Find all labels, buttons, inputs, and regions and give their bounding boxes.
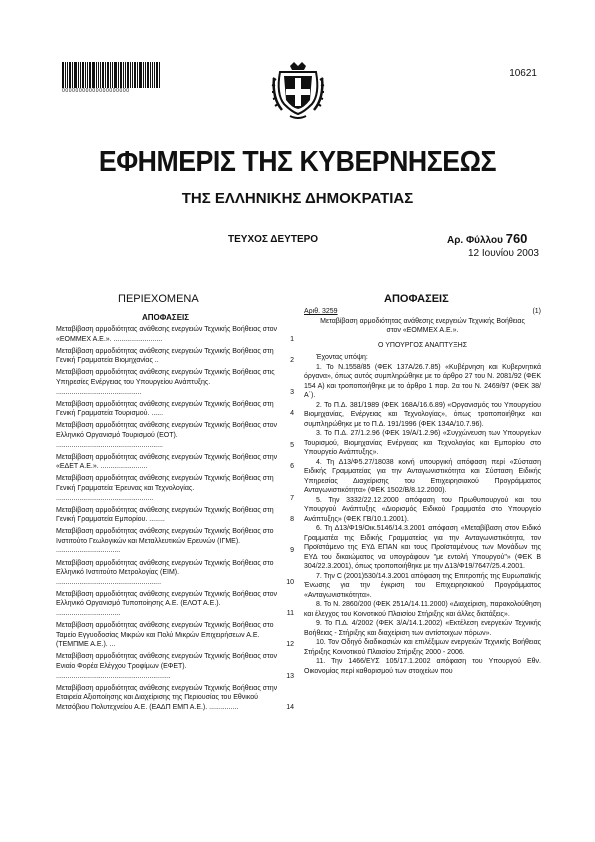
toc-item-text: Μεταβίβαση αρμοδιότητας ανάθεσης ενεργειών Τεχνικής Βοήθειας στις Υπηρεσίες Ενέργειας του Υπουργείου Ανάπτυξης. ............................................ (56, 369, 275, 396)
barcode-bar (152, 62, 153, 88)
barcode-bar (127, 62, 129, 88)
toc-item (56, 652, 294, 681)
toc-item (56, 325, 294, 344)
toc-item-text: Μεταβίβαση αρμοδιότητας ανάθεσης ενεργειών Τεχνικής Βοήθειας στη Γενική Γραμματεία Βιομηχανίας .. (56, 347, 274, 365)
toc-item-page: 4 (290, 410, 294, 418)
decisions-heading: ΑΠΟΦΑΣΕΙΣ (384, 293, 449, 305)
toc-item (56, 621, 294, 650)
decision-ref: Αριθ. 3259 (304, 308, 338, 315)
toc-item-page: 5 (290, 441, 294, 449)
decision-title: Μεταβίβαση αρμοδιότητας ανάθεσης ενεργειών Τεχνικής Βοήθειας στον «ΕΟΜΜΕΧ Α.Ε.». (320, 317, 525, 334)
toc-item-page: 12 (286, 641, 294, 649)
toc-item-text: Μεταβίβαση αρμοδιότητας ανάθεσης ενεργειών Τεχνικής Βοήθειας στο Ινστιτούτο Γεωλογικών και Μεταλλευτικών Ερευνών (ΙΓΜΕ). ................................. (56, 528, 274, 555)
toc-item (56, 527, 294, 556)
toc-item-page: 10 (286, 578, 294, 586)
coat-of-arms-emblem (270, 58, 326, 122)
decision-paragraph: 8. Το Ν. 2860/200 (ΦΕΚ 251Α/14.11.2000) «Διαχείριση, παρακολούθηση και έλεγχος του Κοινοτικού Πλαισίου Στήριξης και άλλες διατάξεις». (304, 601, 541, 618)
decision-paragraph: 3. Το Π.Δ. 27/1.2.96 (ΦΕΚ 19/Α/1.2.96) «Συγχώνευση των Υπουργείων Τουρισμού, Βιομηχανίας Ενέργειας και Τεχνολογίας και Εμπορίου στο Υπουργείο Ανάπτυξης». (304, 430, 541, 456)
barcode-number: 00000000000000000000 (62, 88, 130, 94)
issue-date: 12 Ιουνίου 2003 (468, 248, 539, 259)
toc-item-text: Μεταβίβαση αρμοδιότητας ανάθεσης ενεργειών Τεχνικής Βοήθειας στη Γενική Γραμματεία Εμπορίου. ........ (56, 506, 274, 524)
toc-item-page: 2 (290, 357, 294, 365)
issue-label: ΤΕΥΧΟΣ ΔΕΥΤΕΡΟ (228, 234, 319, 245)
toc-item (56, 684, 294, 713)
barcode-bar (134, 62, 136, 88)
barcode-bar (65, 62, 66, 88)
toc-item-page: 3 (290, 388, 294, 396)
barcode-bar (107, 62, 109, 88)
barcode-bar (87, 62, 88, 88)
sheet-number-value: 760 (505, 231, 528, 246)
barcode-bar (98, 62, 99, 88)
toc-item (56, 368, 294, 397)
table-of-contents (56, 325, 294, 715)
barcode-bar (132, 62, 133, 88)
minister-heading: Ο ΥΠΟΥΡΓΟΣ ΑΝΑΠΤΥΞΗΣ (377, 341, 468, 349)
decision-paragraph: 7. Την C (2001)530/14.3.2001 απόφαση της Επιτροπής της Ευρωπαϊκής Ένωσης για την έγκριση του Επιχειρησιακού Προγράμματος «Ανταγωνιστικότητα». (304, 572, 541, 599)
decision-paragraph: 4. Τη Δ13/Φ5.27/18038 κοινή υπουργική απόφαση περί «Σύσταση Ειδικής Γραμματείας για την Ανταγωνιστικότητα και Σύσταση Ειδικής Υπηρεσίας Διαχείρισης του Επιχειρησιακού Προγράμματος Ανταγωνιστικότητα» (ΦΕΚ 1502/Β/8.12.2000). (304, 458, 541, 494)
toc-item-text: Μεταβίβαση αρμοδιότητας ανάθεσης ενεργειών Τεχνικής Βοήθειας στο Ταμείο Εγγυοδοσίας Μικρών και Πολύ Μικρών Επιχειρήσεων Α.Ε. (ΤΕΜΠΜΕ Α.Ε.). ... (56, 622, 274, 649)
decision-body (304, 307, 541, 676)
toc-item-text: Μεταβίβαση αρμοδιότητας ανάθεσης ενεργειών Τεχνικής Βοήθειας στον Ελληνικό Οργανισμό Τουρισμού (ΕΟΤ). ....................................................... (56, 422, 278, 449)
decision-paragraph: 1. Το Ν.1558/85 (ΦΕΚ 137Α/26.7.85) «Κυβέρνηση και Κυβερνητικά όργανα», όπως αυτός συμπληρώθηκε με το άρθρο 27 του Ν. 2081/92 (ΦΕΚ 154 Α) και τροποποιήθηκε με το άρθρο 1 παρ. 2α του Ν. 2469/97 (ΦΕΚ 38/Α΄). (304, 363, 541, 399)
toc-item-page: 11 (286, 610, 294, 618)
barcode-bar (145, 62, 146, 88)
toc-item (56, 400, 294, 419)
barcode-bar (139, 62, 142, 88)
barcode-bar (96, 62, 97, 88)
toc-item-text: Μεταβίβαση αρμοδιότητας ανάθεσης ενεργειών Τεχνικής Βοήθειας στον «ΕΟΜΜΕΧ Α.Ε.». ......................... (56, 326, 278, 343)
toc-item (56, 453, 294, 472)
contents-subheading: ΑΠΟΦΑΣΕΙΣ (142, 313, 190, 322)
barcode-bar (120, 62, 122, 88)
barcode-bar (102, 62, 104, 88)
decision-intro: Έχοντας υπόψη: (316, 354, 368, 361)
contents-heading: ΠΕΡΙΕΧΟΜΕΝΑ (118, 293, 199, 305)
barcode-bar (74, 62, 77, 88)
toc-item-page: 9 (290, 547, 294, 555)
toc-item (56, 590, 294, 619)
decision-paragraph: 10. Τον Οδηγό διαδικασιών και επιλέξιμων ενεργειών Τεχνικής Βοήθειας Στήριξης Κοινοτικού Πλαισίου Στήριξης 2000 - 2006. (304, 639, 541, 656)
barcode-bar (62, 62, 64, 88)
barcode-bar (72, 62, 73, 88)
barcode-bar (69, 62, 71, 88)
barcode-bar (143, 62, 144, 88)
toc-item-text: Μεταβίβαση αρμοδιότητας ανάθεσης ενεργειών Τεχνικής Βοήθειας στην «ΕΔΕΤ Α.Ε.». ........................ (56, 453, 278, 471)
barcode-bar (67, 62, 68, 88)
toc-item (56, 474, 294, 503)
decision-paragraph: 6. Τη Δ13/Φ19/Οικ.5146/14.3.2001 απόφαση «Μεταβίβαση στον Ειδικό Γραμματέα της Ειδικής Γραμματείας για την Ανταγωνιστικότητα, τον Προϊστάμενο της ΕΥΔ ΕΠΑΝ και τους Προϊσταμένους των Μονάδων της ΕΥΔ του δικαιώματος να υπογράφουν "με εντολή Υπουργού"» (ΦΕΚ Β 304/22.3.2001), όπως τροποποιήθηκε με την Δ13/Φ19/7647/25.4.2001. (304, 525, 541, 570)
decision-paragraph: 9. Το Π.Δ. 4/2002 (ΦΕΚ 3/Α/14.1.2002) «Εκτέλεση ενεργειών Τεχνικής Βοήθειας - Στήριξης και διαχείριση των αντίστοιχων πόρων». (304, 620, 541, 637)
barcode-bar (154, 62, 155, 88)
toc-item (56, 506, 294, 525)
barcode-bar (147, 62, 149, 88)
toc-item-text: Μεταβίβαση αρμοδιότητας ανάθεσης ενεργειών Τεχνικής Βοήθειας στη Γενική Γραμματεία Έρευνας και Τεχνολογίας. .................................................. (56, 475, 274, 502)
toc-item-text: Μεταβίβαση αρμοδιότητας ανάθεσης ενεργειών Τεχνικής Βοήθειας στο Ελληνικό Ινστιτούτο Μετρολογίας (ΕΙΜ). ...................................................... (56, 559, 274, 586)
decision-ref-num: (1) (532, 308, 541, 315)
toc-item-page: 7 (290, 494, 294, 502)
barcode-bar (110, 62, 111, 88)
barcode-bar (78, 62, 79, 88)
barcode-bar (82, 62, 84, 88)
sheet-label: Αρ. Φύλλου (447, 235, 503, 246)
barcode-bar (92, 62, 95, 88)
toc-item (56, 347, 294, 366)
barcode-bar (123, 62, 124, 88)
decision-paragraphs (304, 363, 541, 677)
barcode-bar (130, 62, 131, 88)
gazette-subtitle: ΤΗΣ ΕΛΛΗΝΙΚΗΣ ΔΗΜΟΚΡΑΤΙΑΣ (181, 190, 414, 207)
barcode-bar (137, 62, 138, 88)
decision-ref-line (304, 307, 541, 317)
toc-item-page: 1 (290, 335, 294, 343)
toc-item-page: 6 (290, 463, 294, 471)
barcode-bar (85, 62, 86, 88)
toc-item-text: Μεταβίβαση αρμοδιότητας ανάθεσης ενεργειών Τεχνικής Βοήθειας στην Εταιρεία Αξιοποίησης και Διαχείρισης της Περιουσίας του Εθνικού Μετσόβιου Πολυτεχνείου Α.Ε. (ΕΑΔΠ ΕΜΠ Α.Ε.). ............... (56, 684, 278, 711)
toc-item-page: 8 (290, 516, 294, 524)
barcode-bar (156, 62, 158, 88)
barcode-bar (100, 62, 101, 88)
barcode-bar (105, 62, 106, 88)
barcode-bar (112, 62, 113, 88)
barcode-bar (80, 62, 81, 88)
sheet-number (447, 231, 527, 246)
toc-item-text: Μεταβίβαση αρμοδιότητας ανάθεσης ενεργειών Τεχνικής Βοήθειας στον Ενιαίο Φορέα Ελέγχου Τροφίμων (ΕΦΕΤ). ........................................................... (56, 653, 278, 680)
barcode-bar (118, 62, 119, 88)
toc-item-page: 13 (286, 672, 294, 680)
page-number: 10621 (509, 68, 537, 79)
barcode-bar (89, 62, 91, 88)
toc-item-page: 14 (286, 703, 294, 711)
barcode-bar (114, 62, 117, 88)
toc-item (56, 421, 294, 450)
toc-item-text: Μεταβίβαση αρμοδιότητας ανάθεσης ενεργειών Τεχνικής Βοήθειας στον Ελληνικό Οργανισμό Τυποποίησης Α.Ε. (ΕΛΟΤ Α.Ε.). ................................. (56, 590, 278, 618)
decision-paragraph: 5. Την 3332/22.12.2000 απόφαση του Πρωθυπουργού και του Υπουργού Ανάπτυξης «Διορισμός Ειδικού Γραμματέα στο Υπουργείο Ανάπτυξης» (ΦΕΚ ΓΒ/10.1.2001). (304, 496, 541, 523)
barcode-bar (159, 62, 160, 88)
decision-paragraph: 2. Το Π.Δ. 381/1989 (ΦΕΚ 168Α/16.6.89) «Οργανισμός του Υπουργείου Βιομηχανίας, Ενέργειας και Τεχνολογίας», όπως τροποποιήθηκε και συμπληρώθηκε με το Π.Δ. 191/1996 (ΦΕΚ 134Α/10.7.96). (304, 401, 541, 428)
gazette-title: ΕΦΗΜΕΡΙΣ ΤΗΣ ΚΥΒΕΡΝΗΣΕΩΣ (98, 146, 497, 178)
decision-paragraph: 11. Την 1466/ΕΥΣ 105/17.1.2002 απόφαση του Υπουργού Εθν. Οικονομίας περί καθορισμού των στοιχείων που (304, 658, 541, 675)
toc-item (56, 559, 294, 588)
toc-item-text: Μεταβίβαση αρμοδιότητας ανάθεσης ενεργειών Τεχνικής Βοήθειας στη Γενική Γραμματεία Τουρισμού. ...... (56, 400, 274, 418)
barcode-bar (125, 62, 126, 88)
barcode-bar (150, 62, 151, 88)
